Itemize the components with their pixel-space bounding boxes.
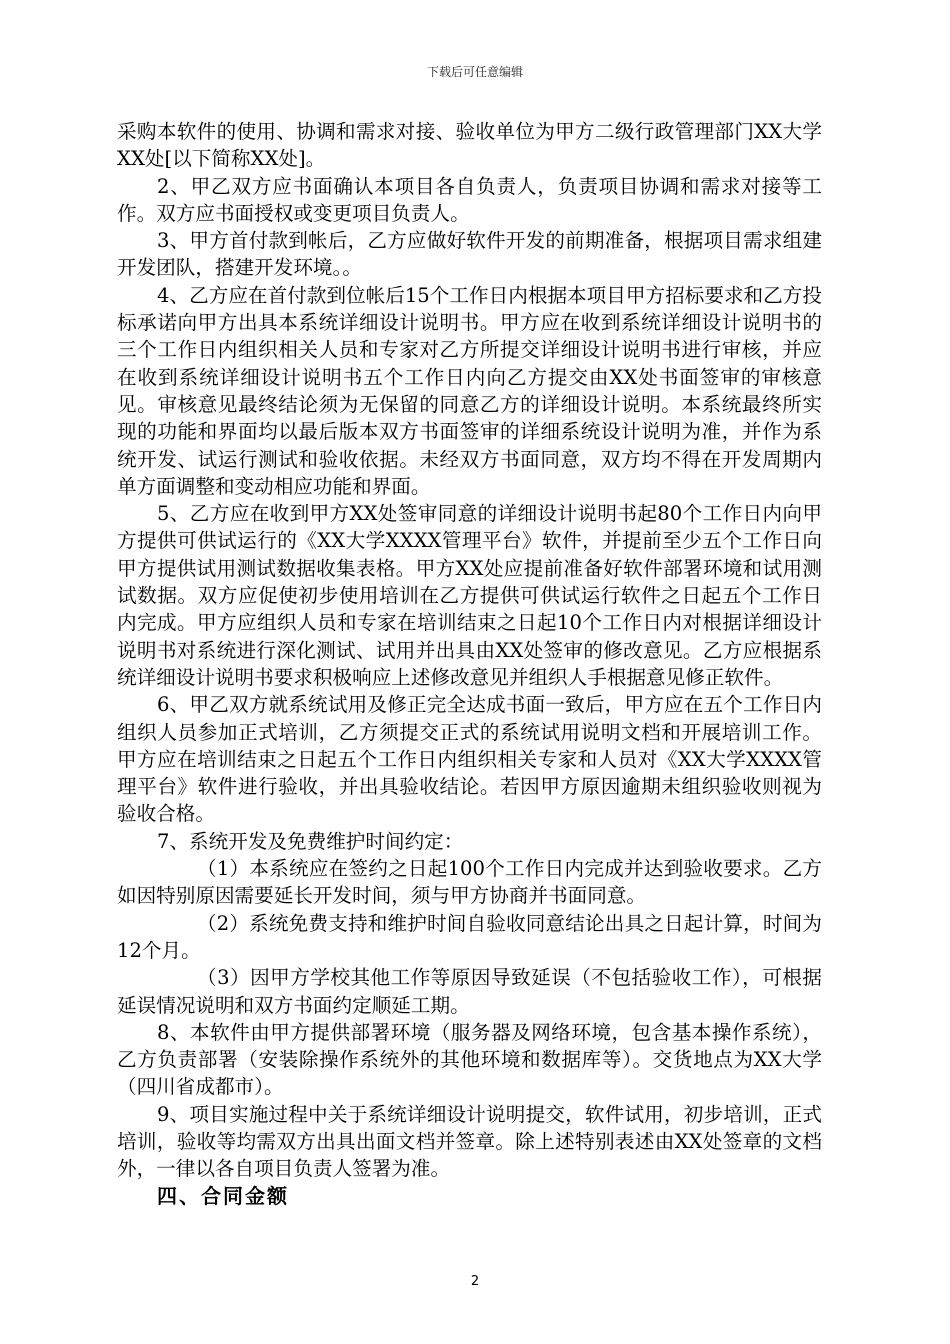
paragraph: （2）系统免费支持和维护时间自验收同意结论出具之日起计算，时间为12个月。	[117, 911, 822, 962]
paragraph: 8、本软件由甲方提供部署环境（服务器及网络环境，包含基本操作系统），乙方负责部署（安装除操作系统外的其他环境和数据库等）。交货地点为XX大学（四川省成都市）。	[117, 1020, 822, 1099]
section-heading: 四、合同金额	[157, 1184, 289, 1208]
paragraph: （1）本系统应在签约之日起100个工作日内完成并达到验收要求。乙方如因特别原因需要延长开发时间，须与甲方协商并书面同意。	[117, 857, 822, 908]
paragraph: 5、乙方应在收到甲方XX处签审同意的详细设计说明书起80个工作日内向甲方提供可供试运行的《XX大学XXXX管理平台》软件，并提前至少五个工作日向甲方提供试用测试数据收集表格。甲方XX处应提前准备好软件部署环境和试用测试数据。双方应促使初步使用培训在乙方提供可供试运行软件之日起五个工作日内完成。甲方应组织人员和专家在培训结束之日起10个工作日内对根据详细设计说明书对系统进行深化测试、试用并出具由XX处签审的修改意见。乙方应根据系统详细设计说明书要求积极响应上述修改意见并组织人手根据意见修正软件。	[117, 502, 822, 689]
paragraph: 7、系统开发及免费维护时间约定：	[157, 829, 464, 853]
paragraph: （3）因甲方学校其他工作等原因导致延误（不包括验收工作），可根据延误情况说明和双方书面约定顺延工期。	[117, 966, 822, 1017]
paragraph: 2、甲乙双方应书面确认本项目各自负责人，负责项目协调和需求对接等工作。双方应书面授权或变更项目负责人。	[117, 174, 822, 225]
paragraph: 采购本软件的使用、协调和需求对接、验收单位为甲方二级行政管理部门XX大学XX处[以下简称XX处]。	[117, 120, 822, 171]
paragraph: 9、项目实施过程中关于系统详细设计说明提交，软件试用，初步培训，正式培训，验收等均需双方出具出面文档并签章。除上述特别表述由XX处签章的文档外，一律以各自项目负责人签署为准。	[117, 1102, 822, 1181]
page-header: 下载后可任意编辑	[426, 65, 523, 79]
paragraph: 3、甲方首付款到帐后，乙方应做好软件开发的前期准备，根据项目需求组建开发团队，搭建开发环境。。	[117, 229, 822, 280]
document-body	[117, 118, 822, 1183]
page-number: 2	[470, 1274, 480, 1289]
paragraph: 4、乙方应在首付款到位帐后15个工作日内根据本项目甲方招标要求和乙方投标承诺向甲方出具本系统详细设计说明书。甲方应在收到系统详细设计说明书的三个工作日内组织相关人员和专家对乙方所提交详细设计说明书进行审核，并应在收到系统详细设计说明书五个工作日内向乙方提交由XX处书面签审的审核意见。审核意见最终结论须为无保留的同意乙方的详细设计说明。本系统最终所实现的功能和界面均以最后版本双方书面签审的详细系统设计说明为准，并作为系统开发、试运行测试和验收依据。未经双方书面同意，双方均不得在开发周期内单方面调整和变动相应功能和界面。	[117, 283, 822, 498]
paragraph: 6、甲乙双方就系统试用及修正完全达成书面一致后，甲方应在五个工作日内组织人员参加正式培训，乙方须提交正式的系统试用说明文档和开展培训工作。甲方应在培训结束之日起五个工作日内组织相关专家和人员对《XX大学XXXX管理平台》软件进行验收，并出具验收结论。若因甲方原因逾期未组织验收则视为验收合格。	[117, 693, 822, 826]
